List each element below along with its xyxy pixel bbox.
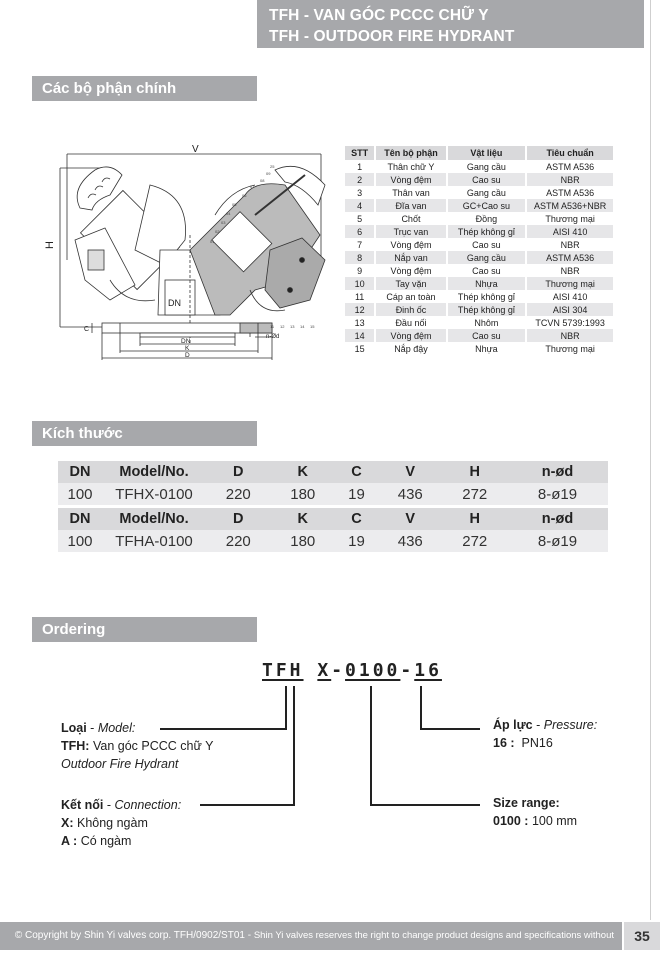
- connection-label-en: Connection:: [114, 798, 182, 812]
- dimension-header-cell: DN: [58, 461, 102, 483]
- callout-05: 05: [232, 202, 237, 207]
- part-material: Cao su: [447, 264, 527, 277]
- col-part-name: Tên bộ phận: [375, 146, 446, 160]
- part-standard: Thương mại: [526, 212, 614, 225]
- dimension-header-cell: K: [271, 461, 336, 483]
- part-number: 11: [345, 290, 375, 303]
- label-c: C: [84, 326, 90, 333]
- connection-a-key: A :: [61, 834, 78, 848]
- part-material: Đồng: [447, 212, 527, 225]
- part-name: Vòng đệm: [375, 173, 446, 186]
- callout-13: 13: [290, 324, 295, 329]
- dimension-value-cell: 100: [58, 530, 102, 552]
- part-name: Tay vặn: [375, 277, 446, 290]
- part-standard: Thương mại: [526, 277, 614, 290]
- part-standard: NBR: [526, 238, 614, 251]
- section-heading-dimensions: Kích thước: [32, 421, 257, 446]
- label-dn-base: DN: [181, 338, 191, 345]
- dimension-value-cell: 220: [206, 530, 271, 552]
- part-standard: AISI 410: [526, 290, 614, 303]
- footer-copyright: © Copyright by Shin Yi valves corp. TFH/0902/ST01 -: [14, 930, 254, 941]
- label-n-od: n-Ød: [266, 334, 280, 340]
- part-number: 2: [345, 173, 375, 186]
- dimension-value-cell: 100: [58, 483, 102, 505]
- dimension-value-cell: 436: [378, 530, 443, 552]
- part-name: Vòng đệm: [375, 238, 446, 251]
- part-material: Nhựa: [447, 277, 527, 290]
- dimension-header-cell: H: [443, 461, 508, 483]
- col-material: Vật liệu: [447, 146, 527, 160]
- part-standard: AISI 410: [526, 225, 614, 238]
- pressure-label-en: Pressure:: [543, 718, 598, 732]
- part-standard: ASTM A536: [526, 186, 614, 199]
- part-material: Cao su: [447, 173, 527, 186]
- callout-14: 14: [300, 324, 305, 329]
- footer-notice: Shin Yi valves reserves the right to change product designs and specifications without notice.: [253, 930, 614, 969]
- leader-pressure: [421, 686, 480, 729]
- dimension-header-cell: DN: [58, 508, 102, 530]
- part-standard: NBR: [526, 329, 614, 342]
- dimension-header-cell: H: [443, 508, 508, 530]
- callout-06: 06: [242, 193, 247, 198]
- connection-a-value: Có ngàm: [80, 834, 132, 848]
- dimension-header-cell: Model/No.: [102, 508, 206, 530]
- code-size: 0100: [345, 660, 401, 681]
- ordering-connection-block: Kết nối - Connection: X: Không ngàm A : Có ngàm: [61, 798, 182, 848]
- part-name: Đầu nối: [375, 316, 446, 329]
- connection-label: Kết nối: [61, 798, 104, 812]
- part-number: 4: [345, 199, 375, 212]
- part-standard: NBR: [526, 264, 614, 277]
- part-name: Vòng đệm: [375, 264, 446, 277]
- page-title-vi: TFH - VAN GÓC PCCC CHỮ Y: [269, 7, 489, 24]
- section-heading-parts: Các bộ phận chính: [32, 76, 257, 101]
- part-number: 1: [345, 160, 375, 173]
- model-label: Loại: [61, 721, 87, 735]
- part-name: Trục van: [375, 225, 446, 238]
- dimension-value-cell: 180: [271, 530, 336, 552]
- dimension-value-cell: 436: [378, 483, 443, 505]
- model-value: Van góc PCCC chữ Y: [92, 739, 214, 753]
- part-name: Đinh ốc: [375, 303, 446, 316]
- dimension-header-cell: D: [206, 508, 271, 530]
- callout-25: 25: [270, 164, 275, 169]
- label-k: K: [185, 345, 190, 352]
- part-name: Vòng đệm: [375, 329, 446, 342]
- callout-12: 12: [280, 324, 285, 329]
- dimension-header-cell: C: [335, 508, 378, 530]
- dimension-header-cell: n-ød: [507, 508, 608, 530]
- dimension-value-cell: 272: [443, 483, 508, 505]
- part-material: Gang cầu: [447, 186, 527, 199]
- part-standard: Thương mại: [526, 342, 614, 355]
- part-name: Đĩa van: [375, 199, 446, 212]
- part-material: Nhựa: [447, 342, 527, 355]
- dimension-header-cell: C: [335, 461, 378, 483]
- part-name: Nắp van: [375, 251, 446, 264]
- label-d: D: [185, 352, 190, 359]
- pressure-label: Áp lực: [493, 718, 533, 732]
- code-separator: -: [400, 660, 415, 681]
- connection-x-value: Không ngàm: [76, 816, 148, 830]
- part-material: Cao su: [447, 329, 527, 342]
- ordering-size-block: [493, 794, 577, 830]
- part-name: Thân van: [375, 186, 446, 199]
- callout-11: 11: [270, 324, 275, 329]
- code-pressure: 16: [414, 660, 442, 681]
- dimension-value-cell: 272: [443, 530, 508, 552]
- model-label-en: Model:: [97, 721, 136, 735]
- part-number: 10: [345, 277, 375, 290]
- part-number: 9: [345, 264, 375, 277]
- part-number: 7: [345, 238, 375, 251]
- dimension-header-cell: Model/No.: [102, 461, 206, 483]
- part-number: 14: [345, 329, 375, 342]
- callout-15: 15: [310, 324, 315, 329]
- part-name: Chốt: [375, 212, 446, 225]
- part-number: 15: [345, 342, 375, 355]
- part-name: Thân chữ Y: [375, 160, 446, 173]
- part-number: 6: [345, 225, 375, 238]
- footer-bar: [0, 922, 622, 969]
- section-heading-ordering: Ordering: [32, 617, 257, 642]
- leader-connection: [200, 686, 294, 805]
- part-number: 5: [345, 212, 375, 225]
- col-stt: STT: [345, 146, 375, 160]
- connection-x-key: X:: [61, 816, 74, 830]
- callout-09: 09: [266, 171, 271, 176]
- leader-size: [371, 686, 480, 805]
- part-material: Thép không gỉ: [447, 303, 527, 316]
- part-name: Nắp đậy: [375, 342, 446, 355]
- callout-02: 02: [215, 229, 220, 234]
- part-material: Thép không gỉ: [447, 290, 527, 303]
- label-h: H: [44, 241, 56, 249]
- part-number: 12: [345, 303, 375, 316]
- code-connection: X: [317, 660, 332, 681]
- part-number: 3: [345, 186, 375, 199]
- dimension-header-cell: D: [206, 461, 271, 483]
- part-standard: ASTM A536: [526, 160, 614, 173]
- label-v: V: [192, 144, 199, 155]
- size-value: 100 mm: [531, 814, 578, 828]
- callout-04: 04: [226, 211, 231, 216]
- part-number: 13: [345, 316, 375, 329]
- part-material: Nhôm: [447, 316, 527, 329]
- callout-03: 03: [221, 220, 226, 225]
- dimension-value-cell: 19: [335, 483, 378, 505]
- dimension-value-cell: TFHA-0100: [102, 530, 206, 552]
- code-model: TFH: [262, 660, 304, 681]
- code-separator: -: [331, 660, 346, 681]
- part-standard: ASTM A536+NBR: [526, 199, 614, 212]
- size-key: 0100 :: [493, 814, 529, 828]
- part-material: Thép không gỉ: [447, 225, 527, 238]
- ordering-pressure-block: Áp lực - Pressure: 16 : PN16: [493, 718, 598, 750]
- part-standard: AISI 304: [526, 303, 614, 316]
- pressure-key: 16 :: [493, 736, 515, 750]
- part-standard: TCVN 5739:1993: [526, 316, 614, 329]
- dimension-header-cell: V: [378, 461, 443, 483]
- pressure-value: PN16: [521, 736, 553, 750]
- dimension-value-cell: 8-ø19: [507, 483, 608, 505]
- part-material: Gang cầu: [447, 251, 527, 264]
- dimension-value-cell: 19: [335, 530, 378, 552]
- model-key: TFH:: [61, 739, 90, 753]
- part-number: 8: [345, 251, 375, 264]
- col-standard: Tiêu chuẩn: [526, 146, 614, 160]
- label-dn-body: DN: [168, 298, 181, 308]
- part-material: Gang cầu: [447, 160, 527, 173]
- callout-01: 01: [210, 239, 215, 244]
- page-title-en: TFH - OUTDOOR FIRE HYDRANT: [269, 28, 515, 45]
- dimension-header-cell: K: [271, 508, 336, 530]
- callout-08: 08: [260, 178, 265, 183]
- part-standard: NBR: [526, 173, 614, 186]
- part-material: GC+Cao su: [447, 199, 527, 212]
- ordering-model-block: Loại - Model: TFH: Van góc PCCC chữ Y Outdoor Fire Hydrant: [61, 721, 214, 771]
- dimension-header-cell: n-ød: [507, 461, 608, 483]
- callout-07: 07: [250, 184, 255, 189]
- model-value-en: Outdoor Fire Hydrant: [61, 757, 179, 771]
- dimension-value-cell: 220: [206, 483, 271, 505]
- part-name: Cáp an toàn: [375, 290, 446, 303]
- dimension-header-cell: V: [378, 508, 443, 530]
- size-label: Size range:: [493, 796, 560, 810]
- dimension-value-cell: TFHX-0100: [102, 483, 206, 505]
- dimension-value-cell: 180: [271, 483, 336, 505]
- page-number: 35: [624, 922, 660, 950]
- dimension-value-cell: 8-ø19: [507, 530, 608, 552]
- part-standard: ASTM A536: [526, 251, 614, 264]
- part-material: Cao su: [447, 238, 527, 251]
